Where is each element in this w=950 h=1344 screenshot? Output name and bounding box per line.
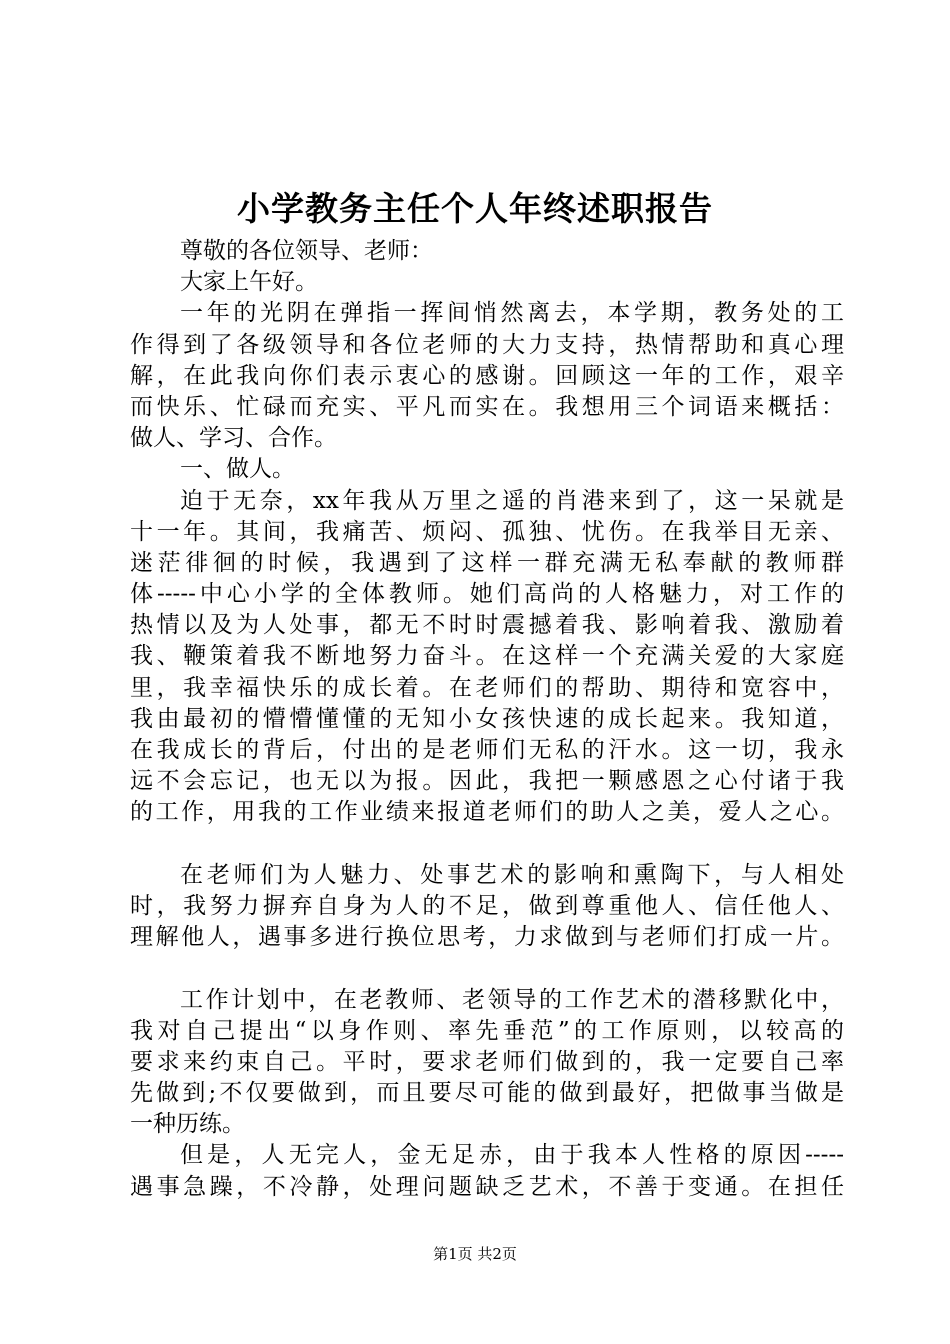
paragraph-2-line-3: 迷茫徘徊的时候，我遇到了这样一群充满无私奉献的教师群 [130,549,844,576]
paragraph-2-line-4: 体-----中心小学的全体教师。她们高尚的人格魅力，对工作的 [130,581,844,608]
paragraph-3-line-3: 理解他人，遇事多进行换位思考，力求做到与老师们打成一片。 [130,924,844,951]
paragraph-2-line-10: 远不会忘记，也无以为报。因此，我把一颗感恩之心付诸于我 [130,768,844,795]
paragraph-4-line-5: 一种历练。 [130,1111,245,1138]
page-footer: 第1页 共2页 [433,1245,517,1263]
paragraph-4-line-1: 工作计划中，在老教师、老领导的工作艺术的潜移默化中， [180,986,844,1013]
paragraph-5-line-1: 但是，人无完人，金无足赤，由于我本人性格的原因----- [180,1142,844,1169]
paragraph-2-line-2: 十一年。其间，我痛苦、烦闷、孤独、忧伤。在我举目无亲、 [130,518,844,545]
greeting-line: 大家上午好。 [180,269,318,296]
paragraph-4-line-3: 要求来约束自己。平时，要求老师们做到的，我一定要自己率 [130,1048,844,1075]
paragraph-3-line-2: 时，我努力摒弃自身为人的不足，做到尊重他人、信任他人、 [130,892,844,919]
paragraph-2-line-8: 我由最初的懵懵懂懂的无知小女孩快速的成长起来。我知道， [130,705,844,732]
section-heading-1: 一、做人。 [180,456,295,483]
paragraph-4-line-2: 我对自己提出“以身作则、率先垂范”的工作原则，以较高的 [130,1017,844,1044]
document-title: 小学教务主任个人年终述职报告 [237,189,713,228]
paragraph-3-line-1: 在老师们为人魅力、处事艺术的影响和熏陶下，与人相处 [180,861,844,888]
paragraph-2-line-6: 我、鞭策着我不断地努力奋斗。在这样一个充满关爱的大家庭 [130,643,844,670]
paragraph-1-line-4: 而快乐、忙碌而充实、平凡而实在。我想用三个词语来概括： [130,393,844,420]
paragraph-spacer [130,953,844,984]
paragraph-1-line-2: 作得到了各级领导和各位老师的大力支持，热情帮助和真心理 [130,331,844,358]
paragraph-2-line-5: 热情以及为人处事，都无不时时震撼着我、影响着我、激励着 [130,612,844,639]
salutation-line: 尊敬的各位领导、老师： [180,238,433,264]
paragraph-1-line-1: 一年的光阴在弹指一挥间悄然离去，本学期，教务处的工 [180,300,844,327]
paragraph-spacer [130,829,844,860]
paragraph-1-line-5: 做人、学习、合作。 [130,425,337,452]
document-body [130,236,844,1203]
paragraph-2-line-9: 在我成长的背后，付出的是老师们无私的汗水。这一切，我永 [130,737,844,763]
paragraph-2-line-7: 里，我幸福快乐的成长着。在老师们的帮助、期待和宽容中， [130,674,844,701]
paragraph-4-line-4: 先做到;不仅要做到，而且要尽可能的做到最好，把做事当做是 [130,1080,844,1107]
paragraph-2-line-11: 的工作，用我的工作业绩来报道老师们的助人之美，爱人之心。 [130,799,844,826]
paragraph-2-line-1: 迫于无奈，xx年我从万里之遥的肖港来到了，这一呆就是 [180,487,844,514]
paragraph-5-line-2: 遇事急躁，不冷静，处理问题缺乏艺术，不善于变通。在担任 [130,1173,844,1200]
paragraph-1-line-3: 解，在此我向你们表示衷心的感谢。回顾这一年的工作，艰辛 [130,362,844,389]
